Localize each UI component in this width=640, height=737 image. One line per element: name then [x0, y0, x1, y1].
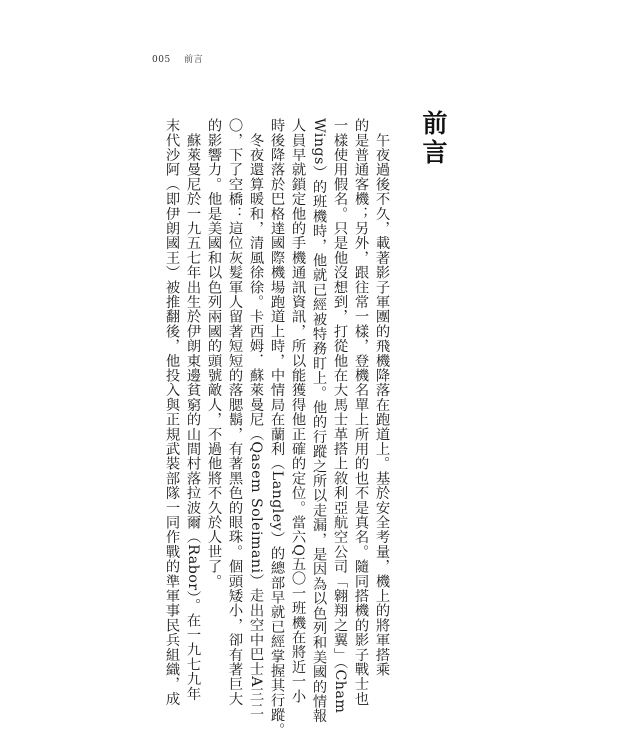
- body-line: 的是普通客機；另外，跟往常一樣，登機名單上所用的也不是真名。隨同搭機的影子戰士也: [353, 118, 369, 706]
- running-head-section: 前言: [184, 55, 204, 65]
- body-line: 冬夜還算暖和，清風徐徐。卡西姆．蘇萊曼尼（Qasem Soleimani）走出空中巴士A三二: [248, 118, 264, 717]
- body-line: Wings）的班機時，他就已經被特務盯上。他的行蹤之所以走漏，是因為以色列和美國的情報: [311, 118, 327, 724]
- body-line: 人員早就鎖定他的手機通訊資訊，所以能獲得他正確的定位。當六Q五〇一班機在將近一小: [290, 118, 306, 704]
- body-line: 時後降落於巴格達國際機場跑道上時，中情局在蘭利（Langley）的總部早就已經掌握其行蹤。: [269, 118, 285, 737]
- body-line: 〇，下了空橋：這位灰髮軍人留著短短的落腮鬍，有著黑色的眼珠。個頭矮小，卻有著巨大: [227, 118, 243, 706]
- chapter-title: 前言: [419, 110, 448, 168]
- body-line: 一樣使用假名。只是他沒想到，打從他在大馬士革搭上敘利亞航空公司「翱翔之翼」（Cham: [332, 118, 348, 714]
- body-line: 午夜過後不久，載著影子軍團的飛機降落在跑道上。基於安全考量，機上的將軍搭乘: [374, 118, 390, 677]
- body-line: 蘇萊曼尼於一九五七年出生於伊朗東邊貧窮的山間村落拉波爾（Rabor）。在一九七九年: [185, 118, 201, 701]
- body-line: 末代沙阿（即伊朗國王）被推翻後，他投入與正規武裝部隊一同作戰的準軍事民兵組織，成: [164, 118, 180, 706]
- page-number: 005: [152, 55, 171, 65]
- body-line: 的影響力。他是美國和以色列兩國的頭號敵人，不過他將不久於人世了。: [206, 118, 222, 589]
- running-head: [152, 52, 203, 65]
